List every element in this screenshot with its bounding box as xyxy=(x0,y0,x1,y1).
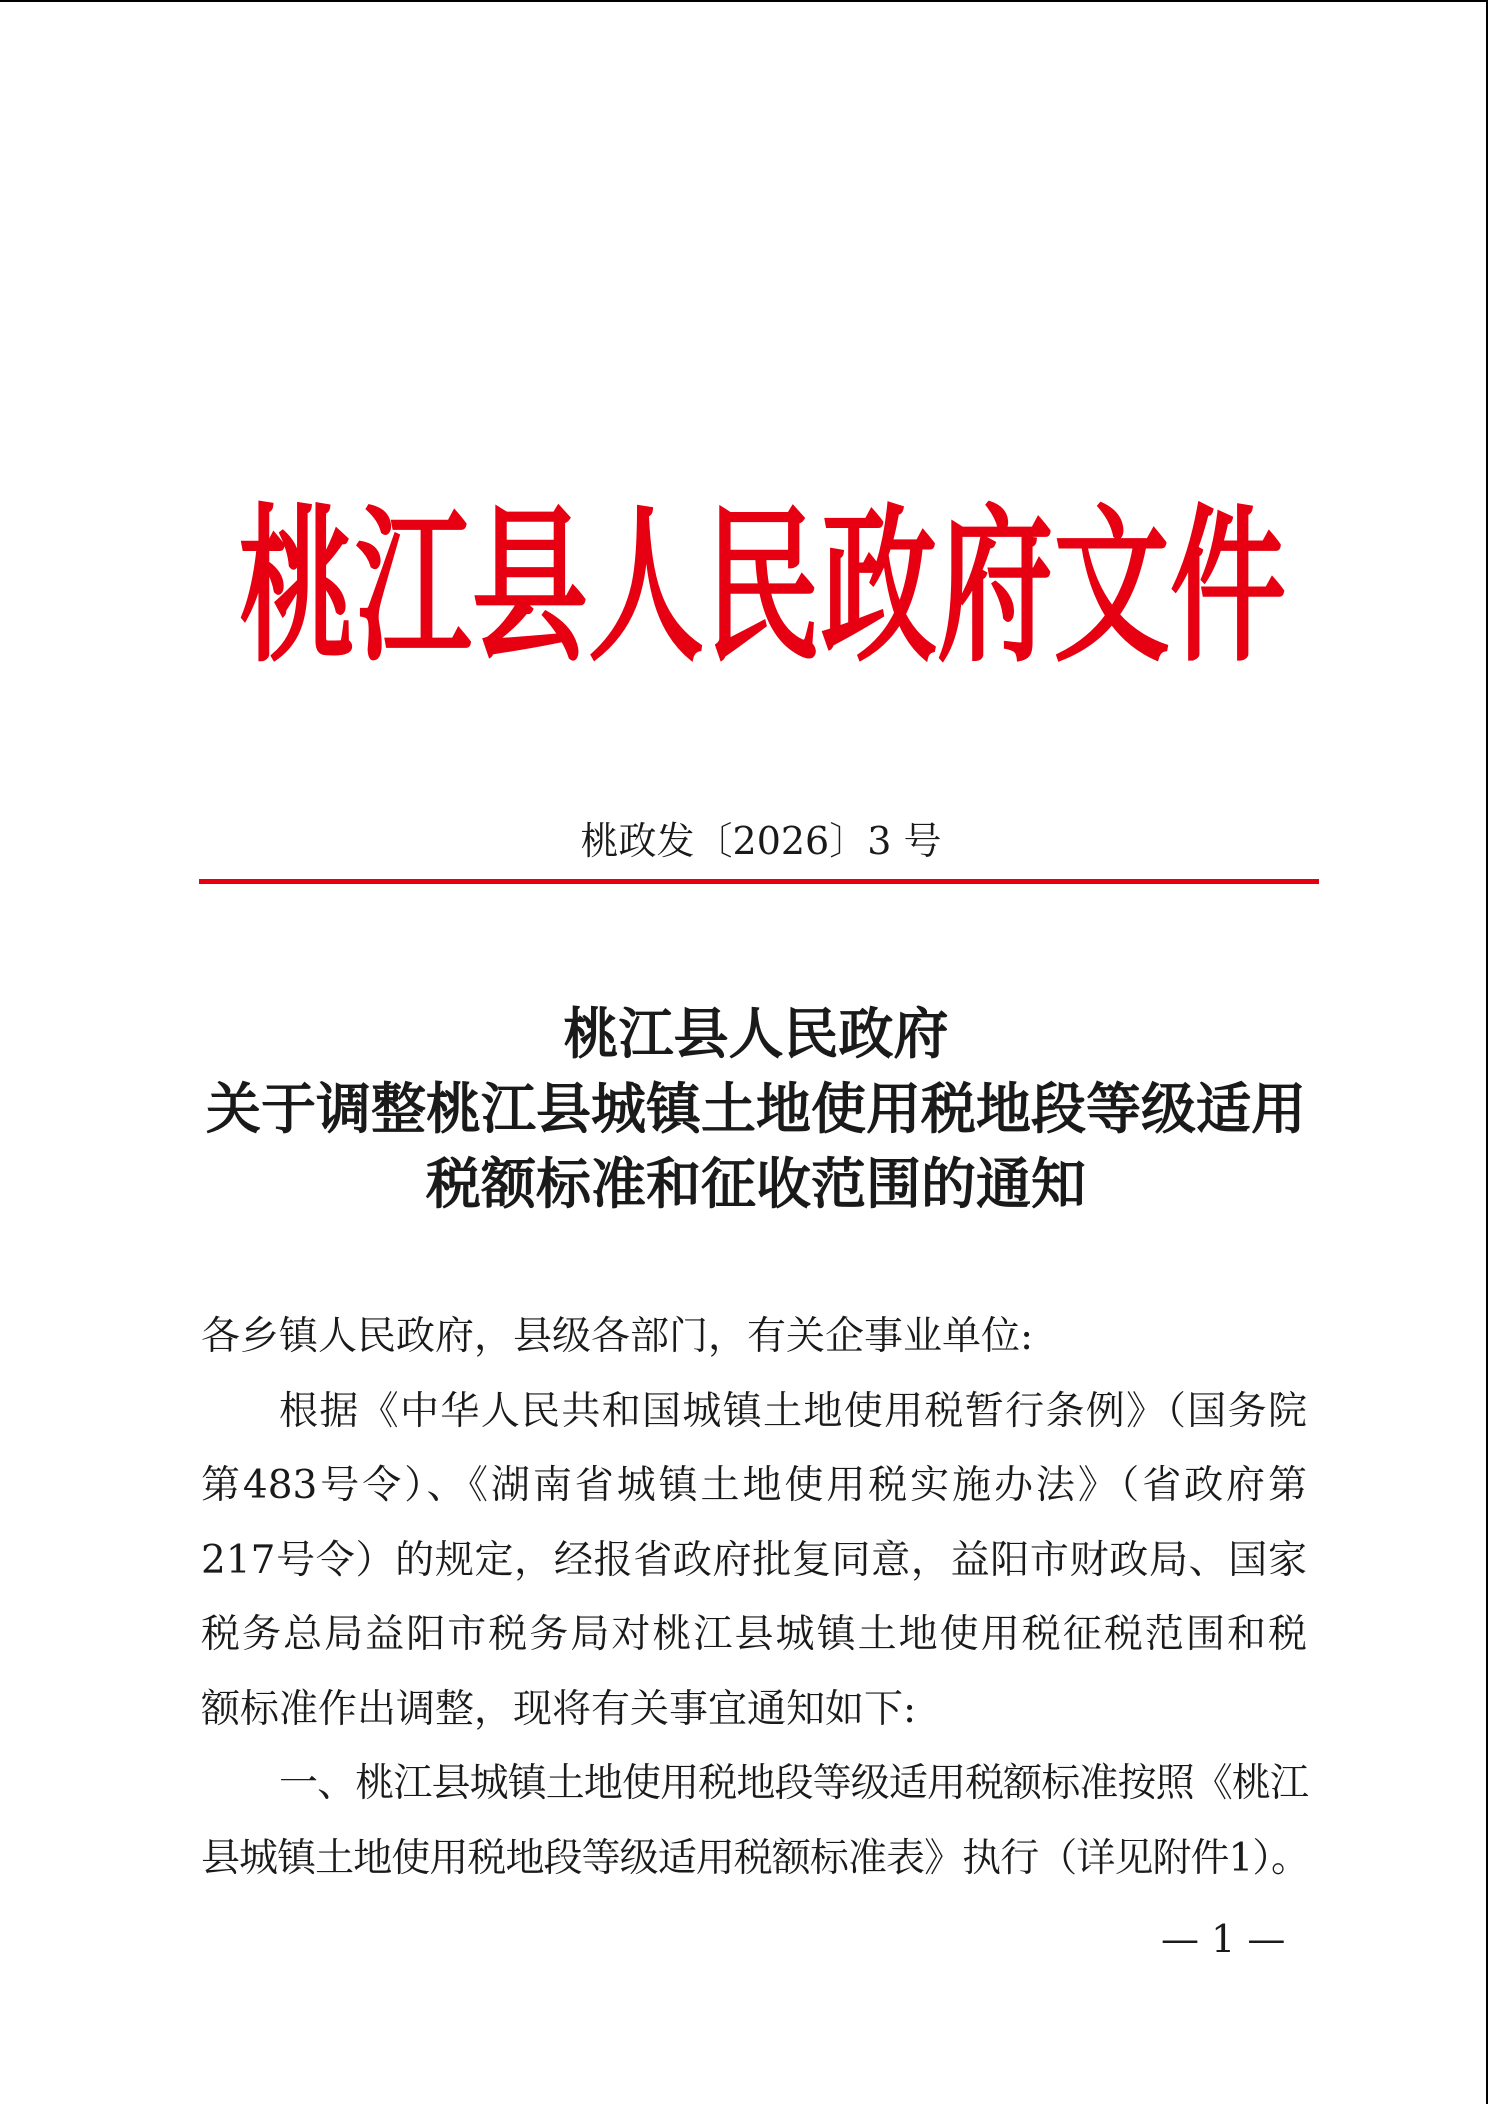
title-line: 税额标准和征收范围的通知 xyxy=(425,1151,1086,1216)
paragraph-line: 第483号令）、《湖南省城镇土地使用税实施办法》（省政府第 xyxy=(201,1463,1307,1508)
paragraph-line: 县城镇土地使用税地段等级适用税额标准表》执行（详见附件1）。 xyxy=(201,1835,1307,1881)
body-paragraph xyxy=(201,1747,1307,1896)
title-line: 关于调整桃江县城镇土地使用税地段等级适用 xyxy=(205,1076,1306,1141)
paragraph-line: 一、桃江县城镇土地使用税地段等级适用税额标准按照《桃江 xyxy=(279,1761,1307,1806)
issuer-header: 桃江县人民政府文件 xyxy=(239,488,1286,686)
paragraph-line: 根据《中华人民共和国城镇土地使用税暂行条例》（国务院 xyxy=(279,1388,1307,1434)
page-number: — 1 — xyxy=(1161,1917,1286,1961)
salutation: 各乡镇人民政府，县级各部门，有关企事业单位: xyxy=(201,1314,1034,1359)
paragraph-line: 税务总局益阳市税务局对桃江县城镇土地使用税征税范围和税 xyxy=(201,1612,1307,1657)
title-line: 桃江县人民政府 xyxy=(563,1001,949,1066)
document-title xyxy=(201,996,1311,1221)
document-body xyxy=(201,1300,1307,1896)
document-number: 桃政发〔2026〕3 号 xyxy=(580,819,942,863)
body-paragraph xyxy=(201,1375,1307,1748)
red-separator-rule xyxy=(199,879,1319,884)
paragraph-line: 额标准作出调整，现将有关事宜通知如下: xyxy=(201,1686,917,1732)
page-border-top xyxy=(0,0,1488,2)
paragraph-line: 217号令）的规定，经报省政府批复同意，益阳市财政局、国家 xyxy=(201,1537,1307,1583)
